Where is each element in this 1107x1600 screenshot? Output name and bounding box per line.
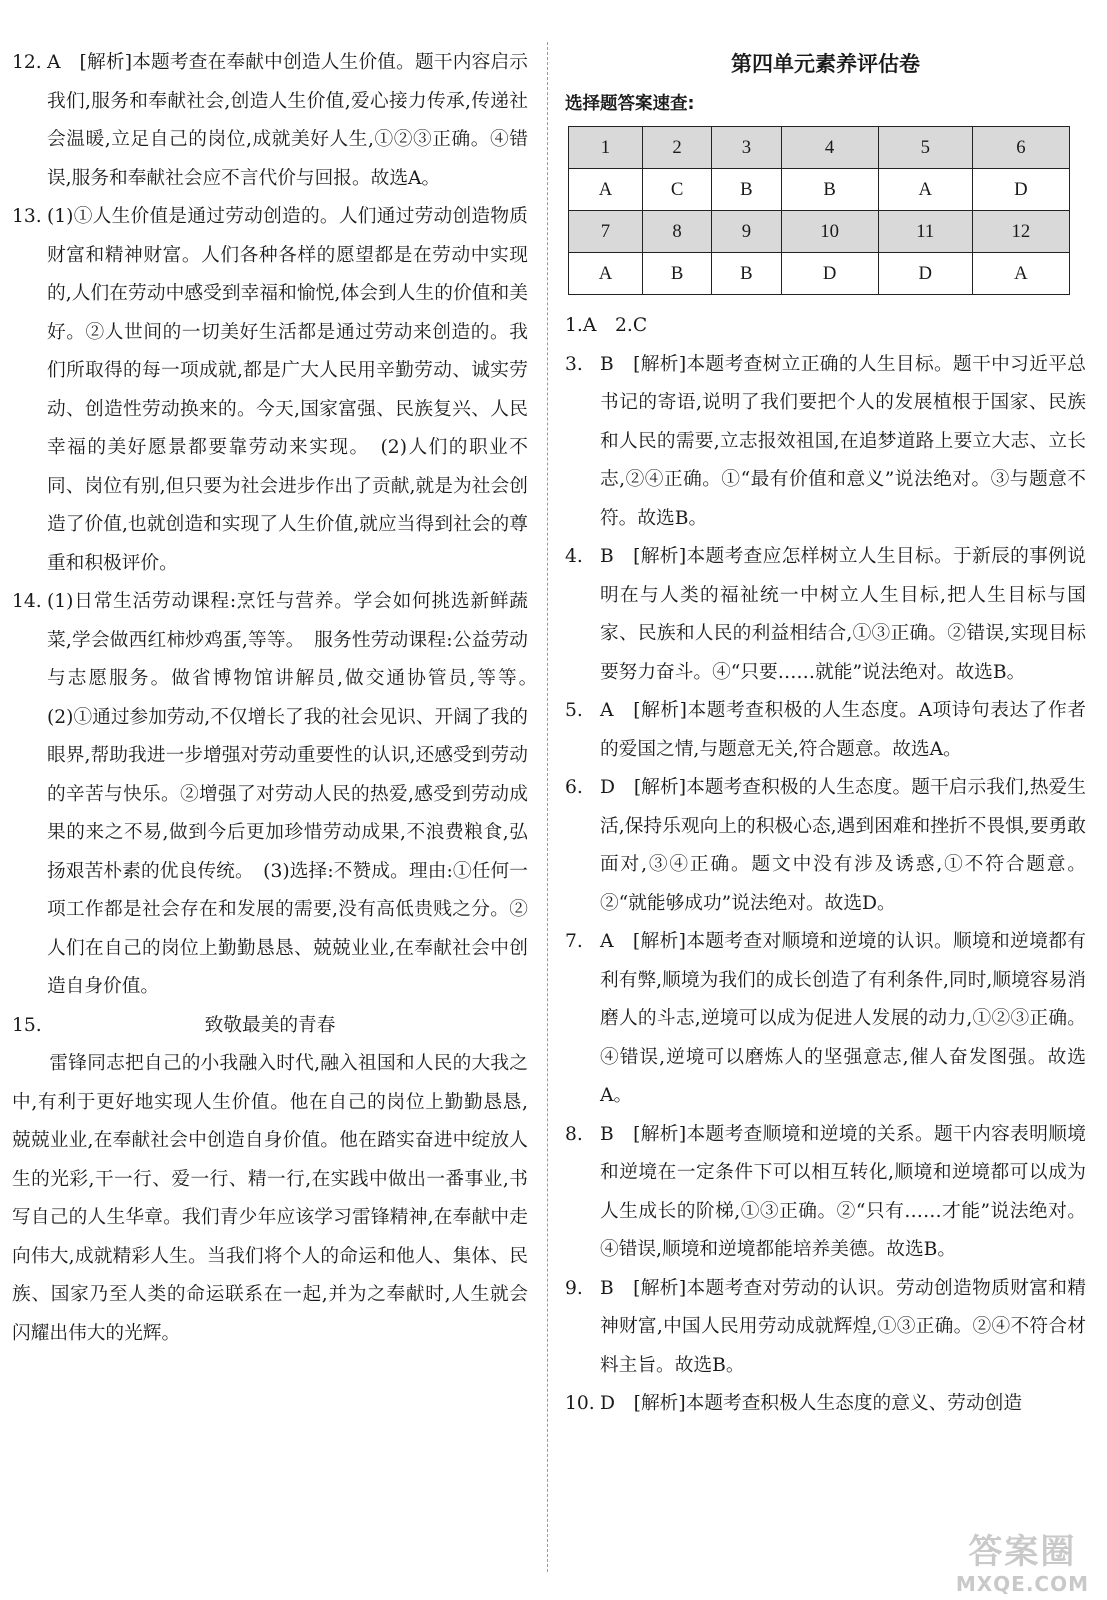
left-column <box>12 44 547 1353</box>
answer-table <box>568 126 1070 295</box>
right-column <box>565 44 1086 1424</box>
item-number: 8. <box>565 1123 583 1145</box>
item-text: (1)①人生价值是通过劳动创造的。人们通过劳动创造物质财富和精神财富。人们各种各样的愿望都是在劳动中实现的,人们在劳动中感受到幸福和愉悦,体会到人生的价值和美好。②人世间的一切美好生活都是通过劳动来创造的。我们所取得的每一项成就,都是广大人民用辛勤劳动、诚实劳动、创造性劳动换来的。今天,国家富强、民族复兴、人民幸福的美好愿景都要靠劳动来实现。 (2)人们的职业不同、岗位有别,但只要为社会进步作出了贡献,就是为社会创造了价值,也就创造和实现了人生价值,就应当得到社会的尊重和积极评价。 <box>47 206 528 574</box>
item-number: 9. <box>565 1277 583 1299</box>
table-row <box>569 211 1070 253</box>
essay-heading <box>12 1007 528 1046</box>
question-number-cell: 3 <box>712 127 781 169</box>
answer-item-14 <box>12 583 547 1007</box>
question-number-cell: 8 <box>642 211 711 253</box>
item-number: 5. <box>565 700 583 721</box>
answer-cell: A <box>569 253 643 295</box>
table-row <box>569 253 1070 295</box>
table-row <box>569 169 1070 211</box>
question-number-cell: 1 <box>569 127 643 169</box>
answer-cell: D <box>878 253 972 295</box>
answer-cell: B <box>712 169 781 211</box>
item-text: B [解析]本题考查对劳动的认识。劳动创造物质财富和精神财富,中国人民用劳动成就辉煌,①③正确。②④不符合材料主旨。故选B。 <box>600 1277 1086 1376</box>
item-number: 7. <box>565 931 583 952</box>
column-divider <box>547 42 548 1572</box>
item-number: 12. <box>12 52 42 73</box>
item-text: B [解析]本题考查应怎样树立人生目标。于新辰的事例说明在与人类的福祉统一中树立人生目标,把人生目标与国家、民族和人民的利益相结合,①③正确。②错误,实现目标要努力奋斗。④“只要……就能”说法绝对。故选B。 <box>600 546 1086 683</box>
item-number: 4. <box>565 546 583 567</box>
answer-item-13 <box>12 198 528 583</box>
answer-item-10 <box>565 1385 1086 1424</box>
answer-cell: B <box>781 169 878 211</box>
answer-cell: D <box>781 253 878 295</box>
question-number-cell: 2 <box>642 127 711 169</box>
question-number-cell: 6 <box>972 127 1069 169</box>
answer-cell: C <box>642 169 711 211</box>
answer-item-3 <box>565 346 1086 539</box>
watermark-url: MXQE.COM <box>955 1572 1089 1596</box>
answer-cell: B <box>712 253 781 295</box>
answer-item-8 <box>565 1116 1086 1270</box>
question-number-cell: 12 <box>972 211 1069 253</box>
item-number: 14. <box>12 591 42 612</box>
answer-cell: A <box>569 169 643 211</box>
essay-body: 雷锋同志把自己的小我融入时代,融入祖国和人民的大我之中,有利于更好地实现人生价值。他在自己的岗位上勤勤恳恳,兢兢业业,在奉献社会中创造自身价值。他在踏实奋进中绽放人生的光彩,干一行、爱一行、精一行,在实践中做出一番事业,书写自己的人生华章。我们青少年应该学习雷锋精神,在奉献中走向伟大,成就精彩人生。当我们将个人的命运和他人、集体、民族、国家乃至人类的命运联系在一起,并为之奉献时,人生就会闪耀出伟大的光辉。 <box>12 1053 528 1344</box>
answer-item-6 <box>565 769 1086 923</box>
section-title: 第四单元素养评估卷 <box>731 52 920 76</box>
answer-cell: D <box>972 169 1069 211</box>
question-number-cell: 7 <box>569 211 643 253</box>
quick-answer-label: 选择题答案速查: <box>565 94 695 114</box>
answer-cell: B <box>642 253 711 295</box>
question-number-cell: 9 <box>712 211 781 253</box>
essay-title: 致敬最美的青春 <box>204 1014 336 1036</box>
item-number: 6. <box>565 777 583 798</box>
answer-cell: A <box>878 169 972 211</box>
answer-item-12 <box>12 44 528 198</box>
item-text: B [解析]本题考查树立正确的人生目标。题干中习近平总书记的寄语,说明了我们要把个人的发展植根于国家、民族和人民的需要,立志报效祖国,在追梦道路上要立大志、立长志,②④正确。①“最有价值和意义”说法绝对。③与题意不符。故选B。 <box>600 353 1086 529</box>
question-number-cell: 4 <box>781 127 878 169</box>
item-text: D [解析]本题考查积极人生态度的意义、劳动创造 <box>600 1393 1023 1414</box>
item-number: 13. <box>12 206 42 227</box>
short-answers: 1.A 2.C <box>565 315 648 336</box>
question-number-cell: 11 <box>878 211 972 253</box>
item-text: (1)日常生活劳动课程:烹饪与营养。学会如何挑选新鲜蔬菜,学会做西红柿炒鸡蛋,等等。 服务性劳动课程:公益劳动与志愿服务。做省博物馆讲解员,做交通协管员,等等。 (2)①通过参加劳动,不仅增长了我的社会见识、开阔了我的眼界,帮助我进一步增强对劳动重要性的认识,还感受到劳动的辛苦与快乐。②增强了对劳动人民的热爱,感受到劳动成果的来之不易,做到今后更加珍惜劳动成果,不浪费粮食,弘扬艰苦朴素的优良传统。 (3)选择:不赞成。理由:①任何一项工作都是社会存在和发展的需要,没有高低贵贱之分。②人们在自己的岗位上勤勤恳恳、兢兢业业,在奉献社会中创造自身价值。 <box>47 591 547 997</box>
watermark <box>956 1532 1089 1596</box>
answer-item-4 <box>565 538 1086 692</box>
item-text: A [解析]本题考查对顺境和逆境的认识。顺境和逆境都有利有弊,顺境为我们的成长创造了有利条件,同时,顺境容易消磨人的斗志,逆境可以成为促进人发展的动力,①②③正确。④错误,逆境可以磨炼人的坚强意志,催人奋发图强。故选A。 <box>600 931 1086 1106</box>
question-number-cell: 5 <box>878 127 972 169</box>
watermark-logo: 答案圈 <box>968 1532 1077 1572</box>
item-number: 10. <box>565 1393 595 1414</box>
answer-item-7 <box>565 923 1086 1116</box>
item-number: 3. <box>565 353 583 375</box>
answer-item-9 <box>565 1270 1086 1386</box>
item-text: A [解析]本题考查在奉献中创造人生价值。题干内容启示我们,服务和奉献社会,创造人生价值,爱心接力传承,传递社会温暖,立足自己的岗位,成就美好人生,①②③正确。④错误,服务和奉献社会应不言代价与回报。故选A。 <box>47 52 528 189</box>
item-text: A [解析]本题考查积极的人生态度。A项诗句表达了作者的爱国之情,与题意无关,符合题意。故选A。 <box>600 700 1086 760</box>
item-text: B [解析]本题考查顺境和逆境的关系。题干内容表明顺境和逆境在一定条件下可以相互转化,顺境和逆境都可以成为人生成长的阶梯,①③正确。②“只有……才能”说法绝对。④错误,顺境和逆境都能培养美德。故选B。 <box>600 1123 1086 1260</box>
item-text: D [解析]本题考查积极的人生态度。题干启示我们,热爱生活,保持乐观向上的积极心态,遇到困难和挫折不畏惧,要勇敢面对,③④正确。题文中没有涉及诱惑,①不符合题意。②“就能够成功”说法绝对。故选D。 <box>600 777 1086 914</box>
question-number-cell: 10 <box>781 211 878 253</box>
answer-item-5 <box>565 692 1086 769</box>
item-number: 15. <box>12 1014 42 1036</box>
answer-cell: A <box>972 253 1069 295</box>
table-row <box>569 127 1070 169</box>
